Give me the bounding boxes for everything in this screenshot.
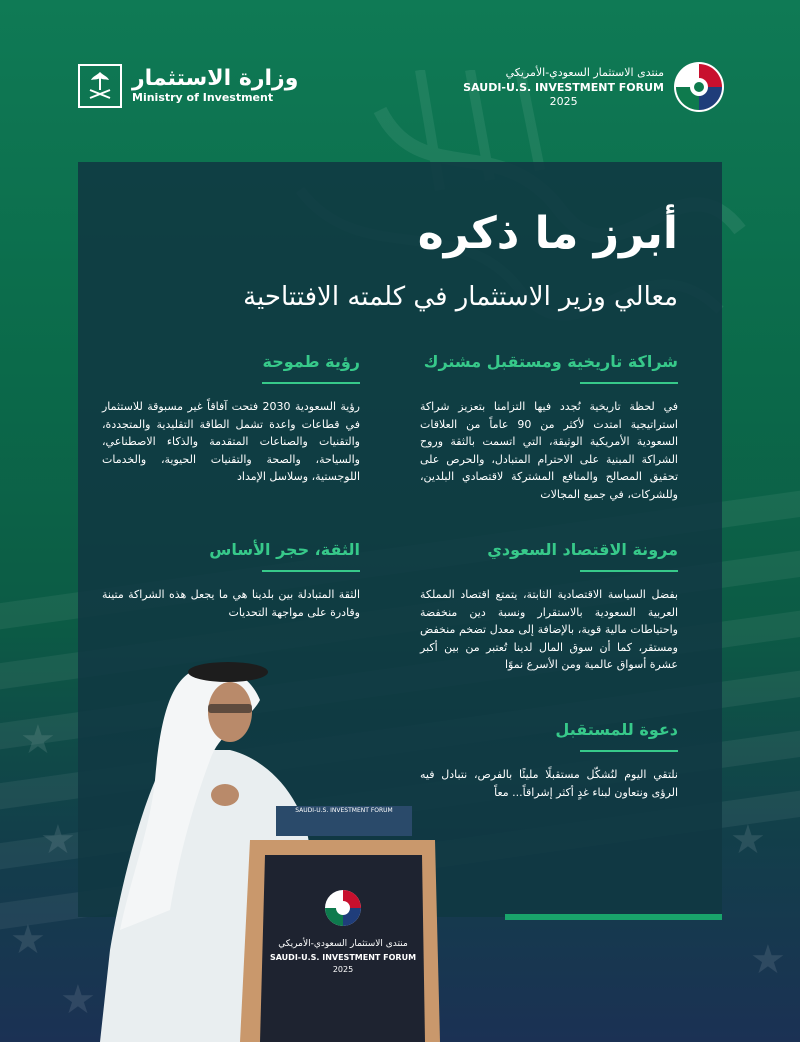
- podium-sign: SAUDI-U.S. INVESTMENT FORUM: [276, 806, 412, 836]
- section-heading: الثقة، حجر الأساس: [209, 540, 360, 559]
- section-body: الثقة المتبادلة بين بلدينا هي ما يجعل هذه الشراكة متينة وقادرة على مواجهة التحديات: [102, 588, 360, 619]
- podium-forum-ar: منتدى الاستثمار السعودي-الأمريكي: [278, 939, 408, 949]
- section-invitation-future: [420, 720, 678, 801]
- podium-forum-en: SAUDI-U.S. INVESTMENT FORUM: [269, 953, 417, 962]
- forum-emblem-icon: [674, 62, 724, 112]
- forum-year: 2025: [549, 94, 578, 108]
- section-body: في لحظة تاريخية نُجدد فيها التزامنا بتعزيز شراكة استراتيجية امتدت لأكثر من 90 عاماً من العلاقات السعودية الأمريكية الوثيقة، التي اتسمت بالثقة وروح الشراكة المبنية على الاحترام المتبادل، والحرص على تحقيق المصالح والمنافع المشتركة لاقتصادي البلدين، وللشركات، في جميع المجالات: [420, 400, 678, 501]
- star-icon: ★: [40, 817, 76, 863]
- star-icon: ★: [10, 917, 46, 963]
- forum-logo: [463, 62, 724, 112]
- section-body: رؤية السعودية 2030 فتحت آفاقاً غير مسبوقة للاستثمار في قطاعات واعدة تشمل الطاقة التقليدية والمتجددة، والتقنيات والصناعات المتقدمة والذكاء الاصطناعي، والسياحة، والصحة والتقنيات الحيوية، والخدمات اللوجستية، وسلاسل الإمداد: [102, 400, 360, 483]
- section-heading: رؤية طموحة: [262, 352, 360, 371]
- section-divider: [580, 750, 678, 752]
- saudi-emblem-icon: [78, 64, 122, 108]
- section-body: نلتقي اليوم لنُشكّل مستقبلًا مليئًا بالفرص، نتبادل فيه الرؤى ونتعاون لبناء غدٍ أكثر إشراقاً... معاً: [420, 768, 678, 799]
- star-icon: ★: [20, 717, 56, 763]
- section-divider: [262, 570, 360, 572]
- panel-accent-bar: [505, 914, 722, 920]
- section-trust-cornerstone: [102, 540, 360, 621]
- speaker-photo: [100, 650, 450, 1042]
- section-economic-resilience: [420, 540, 678, 674]
- forum-name-ar: منتدى الاستثمار السعودي-الأمريكي: [505, 65, 664, 79]
- section-heading: مرونة الاقتصاد السعودي: [487, 540, 678, 559]
- section-heading: دعوة للمستقبل: [555, 720, 678, 739]
- star-icon: ★: [60, 977, 96, 1023]
- podium-year: 2025: [332, 965, 354, 974]
- section-historic-partnership: [420, 352, 678, 503]
- page-subtitle: معالي وزير الاستثمار في كلمته الافتتاحية: [243, 282, 678, 312]
- ministry-logo: [78, 64, 298, 108]
- forum-name-en: SAUDI-U.S. INVESTMENT FORUM: [463, 80, 664, 94]
- section-ambitious-vision: [102, 352, 360, 486]
- page-title: أبرز ما ذكره: [417, 208, 678, 259]
- ministry-name-en: Ministry of Investment: [132, 91, 274, 104]
- star-icon: ★: [730, 817, 766, 863]
- section-body: بفضل السياسة الاقتصادية الثابتة، يتمتع اقتصاد المملكة العربية السعودية بالاستقرار ونسبة دين منخفضة واحتياطات مالية قوية، بالإضافة إلى معدل تضخم منخفض ومستقر، كما أن سوق المال لدينا تُعتبر من بين أكبر عشرة أسواق عالمية ومن الأسرع نموًا: [420, 588, 678, 671]
- star-icon: ★: [750, 937, 786, 983]
- section-heading: شراكة تاريخية ومستقبل مشترك: [423, 352, 678, 371]
- section-divider: [262, 382, 360, 384]
- section-divider: [580, 570, 678, 572]
- section-divider: [580, 382, 678, 384]
- ministry-name-ar: وزارة الاستثمار: [132, 66, 299, 91]
